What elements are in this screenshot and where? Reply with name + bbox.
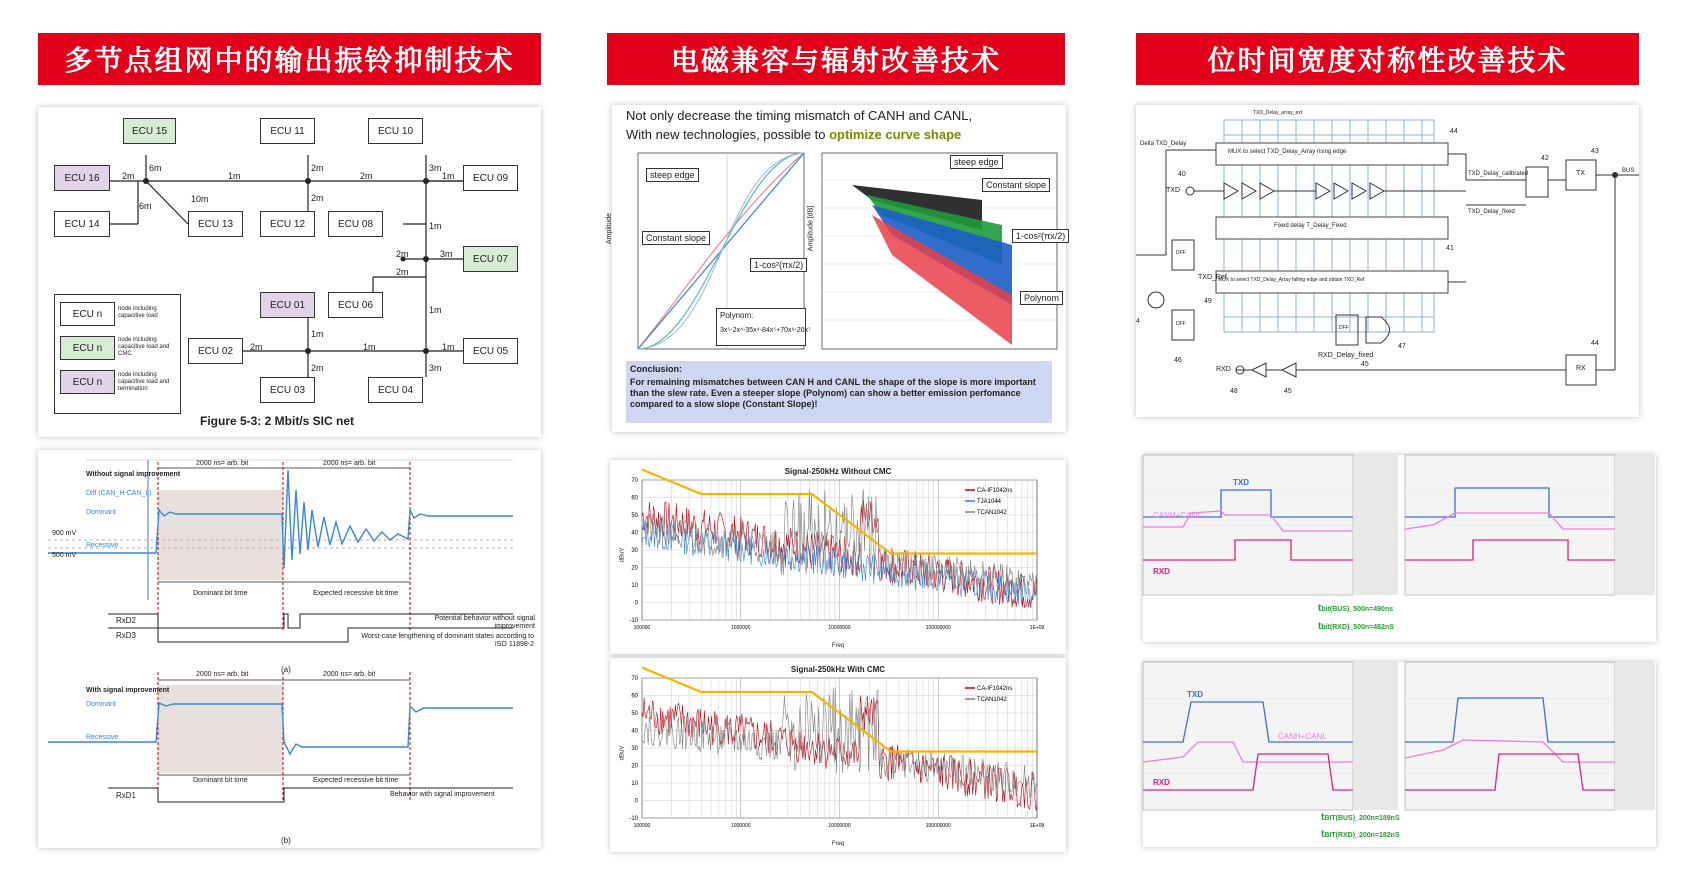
- rxd1-label: RxD1: [116, 791, 137, 800]
- ecu-12: ECU 12: [260, 211, 315, 237]
- sic-net-panel: [38, 107, 541, 437]
- x-tick-label: 100000000: [925, 625, 951, 631]
- len-label: 2m: [360, 171, 373, 181]
- txd-fixed-label: TXD_Delay_fixed: [1468, 209, 1515, 215]
- subfigure-a: (a): [281, 665, 291, 674]
- y-tick-label: 30: [631, 746, 638, 752]
- len-label: 2m: [396, 267, 409, 277]
- ringing-bottom-recessive: Recessive: [86, 734, 119, 741]
- recessive-bit-time: Expected recessive bit time: [313, 777, 399, 784]
- ecu-07: ECU 07: [463, 246, 518, 272]
- y-tick-label: 50: [631, 711, 638, 717]
- ref-num: 41: [1446, 245, 1454, 252]
- measure-sub: bit(BUS)_500n=490ns: [1321, 606, 1394, 613]
- label-cos-2: 1-cos²(πx/2): [1012, 229, 1069, 243]
- len-label: 2m: [250, 342, 263, 352]
- len-label: 1m: [442, 171, 455, 181]
- ringing-panel: [38, 450, 541, 848]
- len-label: 3m: [440, 249, 453, 259]
- len-label: 6m: [139, 201, 152, 211]
- slope-line2-text: With new technologies, possible to: [626, 127, 830, 142]
- legend-swatch-termination: ECU n: [60, 370, 115, 394]
- legend-entry: CA-IF1042ns: [977, 686, 1013, 692]
- recessive-bit-time: Expected recessive bit time: [313, 590, 399, 597]
- ref-num: 47: [1398, 343, 1406, 350]
- scope-canh-label: CANH+CANL: [1278, 732, 1327, 741]
- len-label: 2m: [311, 363, 324, 373]
- mux-circuit: [1136, 105, 1639, 417]
- ringing-bottom-title: With signal improvement: [86, 687, 170, 694]
- ref-num: 44: [1591, 340, 1599, 347]
- rxd2-label: RxD2: [116, 616, 137, 625]
- scope-panel-1: [1143, 455, 1656, 642]
- len-label: 1m: [228, 171, 241, 181]
- ref-num: 44: [1450, 128, 1458, 135]
- right-ylabel: Amplitude [dB]: [807, 205, 815, 252]
- ecu-11: ECU 11: [260, 118, 315, 144]
- bit-width-label: 2000 ns= arb. bit: [196, 671, 249, 678]
- len-label: 2m: [311, 163, 324, 173]
- legend-entry: TJA1044: [977, 499, 1002, 505]
- measure-sub: BIT(RXD)_200n=182nS: [1324, 832, 1400, 839]
- ecu-04: ECU 04: [368, 377, 423, 403]
- y-tick-label: 50: [631, 513, 638, 519]
- mux-top-label: MUX to select TXD_Delay_Array rising edge: [1228, 149, 1347, 155]
- len-label: 2m: [396, 249, 409, 259]
- x-tick-label: 1000000: [731, 625, 751, 631]
- voltage-500: 500 mV: [52, 552, 77, 559]
- ref-num: 48: [1230, 388, 1238, 395]
- legend-swatch-cmc: ECU n: [60, 336, 115, 360]
- slope-line2: [626, 127, 961, 142]
- len-label: 10m: [191, 194, 209, 204]
- slope-line2-highlight: optimize curve shape: [829, 127, 962, 142]
- ecu-05: ECU 05: [463, 338, 518, 364]
- ringing-top-dominant: Dominant: [86, 509, 116, 516]
- emc-chart-svg: [610, 658, 1066, 852]
- scope-measure-bus: [1321, 812, 1400, 823]
- len-label: 1m: [363, 342, 376, 352]
- ref-num: 49: [1204, 298, 1212, 305]
- ecu-13: ECU 13: [188, 211, 243, 237]
- txd-calibrated-label: TXD_Delay_calibrated: [1468, 171, 1529, 177]
- emc-xlabel: Freq: [831, 841, 845, 847]
- y-tick-label: -10: [629, 816, 638, 822]
- polynom-label: Polynom:: [720, 311, 754, 320]
- rxd-fixed-label: RXD_Delay_fixed: [1318, 352, 1374, 359]
- y-tick-label: 10: [631, 781, 638, 787]
- legend-desc: node including capacitive load: [118, 306, 158, 319]
- dff-block: DFF: [1176, 321, 1186, 327]
- worst-case-note: Worst-case lengthening of dominant states according to ISO 11898-2: [361, 633, 534, 648]
- slope-line1: Not only decrease the timing mismatch of CANH and CANL,: [626, 108, 973, 123]
- ecu-16: ECU 16: [54, 165, 110, 191]
- label-cos: 1-cos²(πx/2): [750, 258, 807, 272]
- emc-ylabel: dBuV: [619, 547, 626, 563]
- y-tick-label: 40: [631, 728, 638, 735]
- x-tick-label: 1000000: [731, 823, 751, 829]
- rxd-label: RXD: [1216, 366, 1231, 373]
- bit-width-label: 2000 ns= arb. bit: [323, 460, 376, 467]
- dff-block: DFF: [1339, 325, 1349, 331]
- dominant-bit-time: Dominant bit time: [193, 777, 248, 784]
- ecu-14: ECU 14: [54, 211, 110, 237]
- len-label: 3m: [429, 363, 442, 373]
- x-tick-label: 10000000: [828, 823, 851, 829]
- ringing-top-recessive: Recessive: [86, 542, 119, 549]
- voltage-900: 900 mV: [52, 530, 77, 537]
- scope-rxd-label: RXD: [1153, 567, 1170, 576]
- ecu-08: ECU 08: [328, 211, 383, 237]
- ref-num: 46: [1174, 357, 1182, 364]
- emc-ylabel: dBuV: [619, 745, 626, 761]
- x-tick-label: 100000: [633, 823, 651, 829]
- mux-bottom-label: MUX to select TXD_Delay_Array falling edge and obtain TXD_Ref: [1218, 277, 1365, 283]
- ref-num: 40: [1178, 171, 1186, 178]
- dominant-bit-time: Dominant bit time: [193, 590, 248, 597]
- x-tick-label: 100000: [633, 625, 651, 631]
- ecu-15: ECU 15: [123, 118, 176, 144]
- scope-measure-rxd: [1318, 621, 1394, 632]
- y-tick-label: 30: [631, 548, 638, 554]
- ref-num: 45: [1284, 388, 1292, 395]
- measure-sub: BIT(BUS)_200n=189nS: [1324, 815, 1400, 822]
- potential-behavior: Potential behavior without signal improvement: [434, 615, 535, 630]
- ringing-top-diff: Diff (CAN_H-CAN_L): [86, 490, 152, 497]
- ref-num: 45: [1361, 361, 1369, 368]
- x-tick-label: 100000000: [925, 823, 951, 829]
- x-tick-label: 10000000: [828, 625, 851, 631]
- len-label: 1m: [311, 329, 324, 339]
- ecu-06: ECU 06: [328, 292, 383, 318]
- emc-chart-title: Signal-250kHz Without CMC: [784, 467, 892, 476]
- y-tick-label: 70: [631, 676, 638, 682]
- legend-desc: node including capacitive load and CMC: [118, 337, 170, 357]
- ecu-10: ECU 10: [368, 118, 423, 144]
- y-tick-label: 60: [631, 693, 638, 700]
- header-ringing: 多节点组网中的输出振铃抑制技术: [38, 33, 541, 85]
- delta-txd-label: Delta TXD_Delay: [1140, 141, 1187, 147]
- bit-width-label: 2000 ns= arb. bit: [196, 460, 249, 467]
- conclusion-text: For remaining mismatches between CAN H and CANL the shape of the slope is more important than the slew rate. Even a steeper slope (Polynom) can show a better emission perfomance compared to a slow slope (Constant Slope)!: [630, 377, 1036, 409]
- legend-entry: CA-IF1042ns: [977, 488, 1013, 494]
- bus-label: BUS: [1622, 168, 1635, 174]
- y-tick-label: 20: [631, 763, 638, 770]
- measure-t: t: [1321, 829, 1325, 840]
- rxd3-label: RxD3: [116, 631, 137, 640]
- left-ylabel: Amplitude: [606, 212, 614, 245]
- slope-panel: [606, 105, 1066, 432]
- rx-block: RX: [1576, 365, 1586, 372]
- label-constant-slope: Constant slope: [642, 231, 710, 245]
- fixed-delay-label: Fixed delay T_Delay_Fixed: [1274, 223, 1347, 229]
- scope-rxd-label: RXD: [1153, 778, 1170, 787]
- y-tick-label: 70: [631, 478, 638, 484]
- y-tick-label: 60: [631, 495, 638, 502]
- measure-sub: bit(RXD)_500n=482nS: [1321, 624, 1394, 631]
- emc-chart-title: Signal-250kHz With CMC: [790, 665, 886, 674]
- x-tick-label: 1E+09: [1029, 823, 1045, 829]
- len-label: 1m: [442, 342, 455, 352]
- ringing-bottom-dominant: Dominant: [86, 701, 116, 708]
- len-label: 6m: [149, 163, 162, 173]
- txd-delay-array-ext: TXD_Delay_array_ext: [1253, 110, 1303, 116]
- ecu-01: ECU 01: [260, 292, 315, 318]
- emc-chart-svg: [610, 460, 1066, 654]
- subfigure-b: (b): [281, 836, 291, 845]
- ecu-09: ECU 09: [463, 165, 518, 191]
- polynom-box: [716, 308, 811, 346]
- emc-xlabel: Freq: [831, 643, 845, 649]
- legend-entry: TCAN1042: [977, 697, 1007, 703]
- len-label: 3m: [429, 163, 442, 173]
- conclusion-title: Conclusion:: [630, 364, 682, 374]
- label-steep-edge: steep edge: [646, 168, 699, 182]
- header-bit-symmetry: 位时间宽度对称性改善技术: [1136, 33, 1639, 85]
- scope-captures-1: [1143, 455, 1656, 642]
- bit-width-label: 2000 ns= arb. bit: [323, 671, 376, 678]
- mux-circuit-panel: [1136, 105, 1639, 417]
- ref-num: 42: [1541, 155, 1549, 162]
- y-tick-label: 0: [634, 798, 638, 805]
- txd-ref-label: TXD_Ref: [1198, 274, 1227, 281]
- y-tick-label: -10: [629, 618, 638, 624]
- scope-canh-label: CANH+CANL: [1153, 511, 1202, 520]
- ecu-03: ECU 03: [260, 377, 315, 403]
- len-label: 1m: [429, 221, 442, 231]
- polynom-formula: 3x⁵-2x⁴-35x⁴-84x⁵+70x⁶-20x⁷: [720, 327, 811, 334]
- tx-block: TX: [1576, 170, 1585, 177]
- emc-chart-2: [610, 658, 1066, 852]
- txd-label: TXD: [1166, 187, 1180, 194]
- dff-block: DFF: [1176, 250, 1186, 256]
- len-label: 2m: [311, 193, 324, 203]
- conclusion-box: [626, 361, 1052, 423]
- label-polynom-2: Polynom: [1020, 291, 1063, 305]
- legend-desc: node including capacitive load and termination: [118, 372, 170, 392]
- x-tick-label: 1E+09: [1029, 625, 1045, 631]
- y-tick-label: 0: [634, 600, 638, 607]
- ecu-02: ECU 02: [188, 338, 243, 364]
- len-label: 2m: [122, 171, 135, 181]
- legend-entry: TCAN1042: [977, 510, 1007, 516]
- scope-measure-bus: [1318, 603, 1393, 614]
- measure-t: t: [1318, 621, 1322, 632]
- header-emc: 电磁兼容与辐射改善技术: [607, 33, 1065, 85]
- label-steep-edge-2: steep edge: [950, 155, 1003, 169]
- ref-num: 4: [1136, 318, 1140, 325]
- scope-txd-label: TXD: [1187, 690, 1203, 699]
- len-label: 1m: [429, 305, 442, 315]
- scope-txd-label: TXD: [1233, 478, 1249, 487]
- ref-num: 43: [1591, 148, 1599, 155]
- label-constant-slope-2: Constant slope: [982, 178, 1050, 192]
- ringing-top-title: Without signal improvement: [86, 471, 181, 478]
- scope-panel-2: [1143, 662, 1656, 847]
- emc-chart-1: [610, 460, 1066, 654]
- scope-measure-rxd: [1321, 829, 1400, 840]
- legend-swatch-capacitive: ECU n: [60, 302, 115, 326]
- behavior-note: Behavior with signal improvement: [390, 791, 495, 798]
- measure-t: t: [1321, 812, 1325, 823]
- y-tick-label: 10: [631, 583, 638, 589]
- y-tick-label: 20: [631, 565, 638, 572]
- figure-caption: Figure 5-3: 2 Mbit/s SIC net: [200, 414, 355, 428]
- y-tick-label: 40: [631, 530, 638, 537]
- measure-t: t: [1318, 603, 1322, 614]
